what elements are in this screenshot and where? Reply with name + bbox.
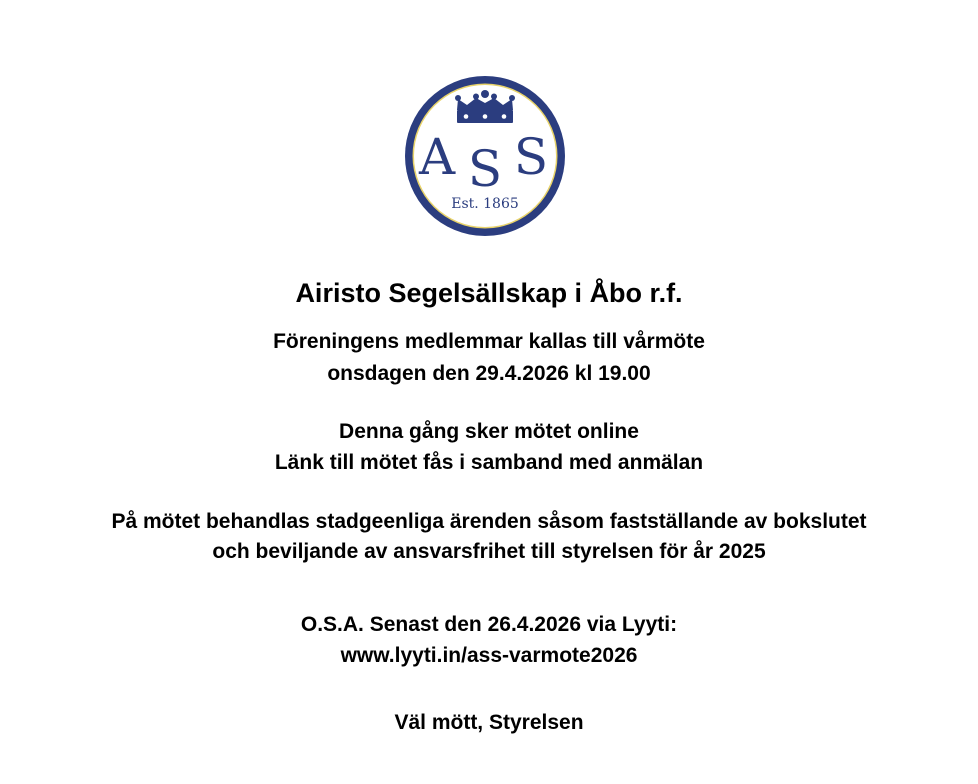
agenda-line-2: och beviljande av ansvarsfrihet till styrelsen för år 2025 (212, 540, 766, 563)
organization-title: Airisto Segelsällskap i Åbo r.f. (295, 278, 683, 308)
closing-signature: Väl mött, Styrelsen (394, 711, 584, 734)
monogram-letter-a: A (418, 128, 456, 186)
monogram-letter-s-middle: S (467, 140, 503, 198)
agenda-line-1: På mötet behandlas stadgeenliga ärenden såsom fastställande av bokslutet (111, 510, 867, 533)
invitation-line-1: Föreningens medlemmar kallas till vårmöte (273, 330, 705, 353)
rsvp-link: www.lyyti.in/ass-varmote2026 (340, 644, 638, 667)
rsvp-line: O.S.A. Senast den 26.4.2026 via Lyyti: (300, 613, 678, 636)
club-emblem-icon (401, 72, 569, 240)
invitation-line-2: onsdagen den 29.4.2026 kl 19.00 (327, 362, 651, 385)
club-logo (401, 72, 569, 240)
online-info-line-2: Länk till mötet fås i samband med anmälan (274, 451, 704, 474)
online-info-line-1: Denna gång sker mötet online (339, 420, 639, 443)
monogram-letter-s-right: S (513, 128, 549, 186)
established-year: Est. 1865 (451, 196, 519, 212)
